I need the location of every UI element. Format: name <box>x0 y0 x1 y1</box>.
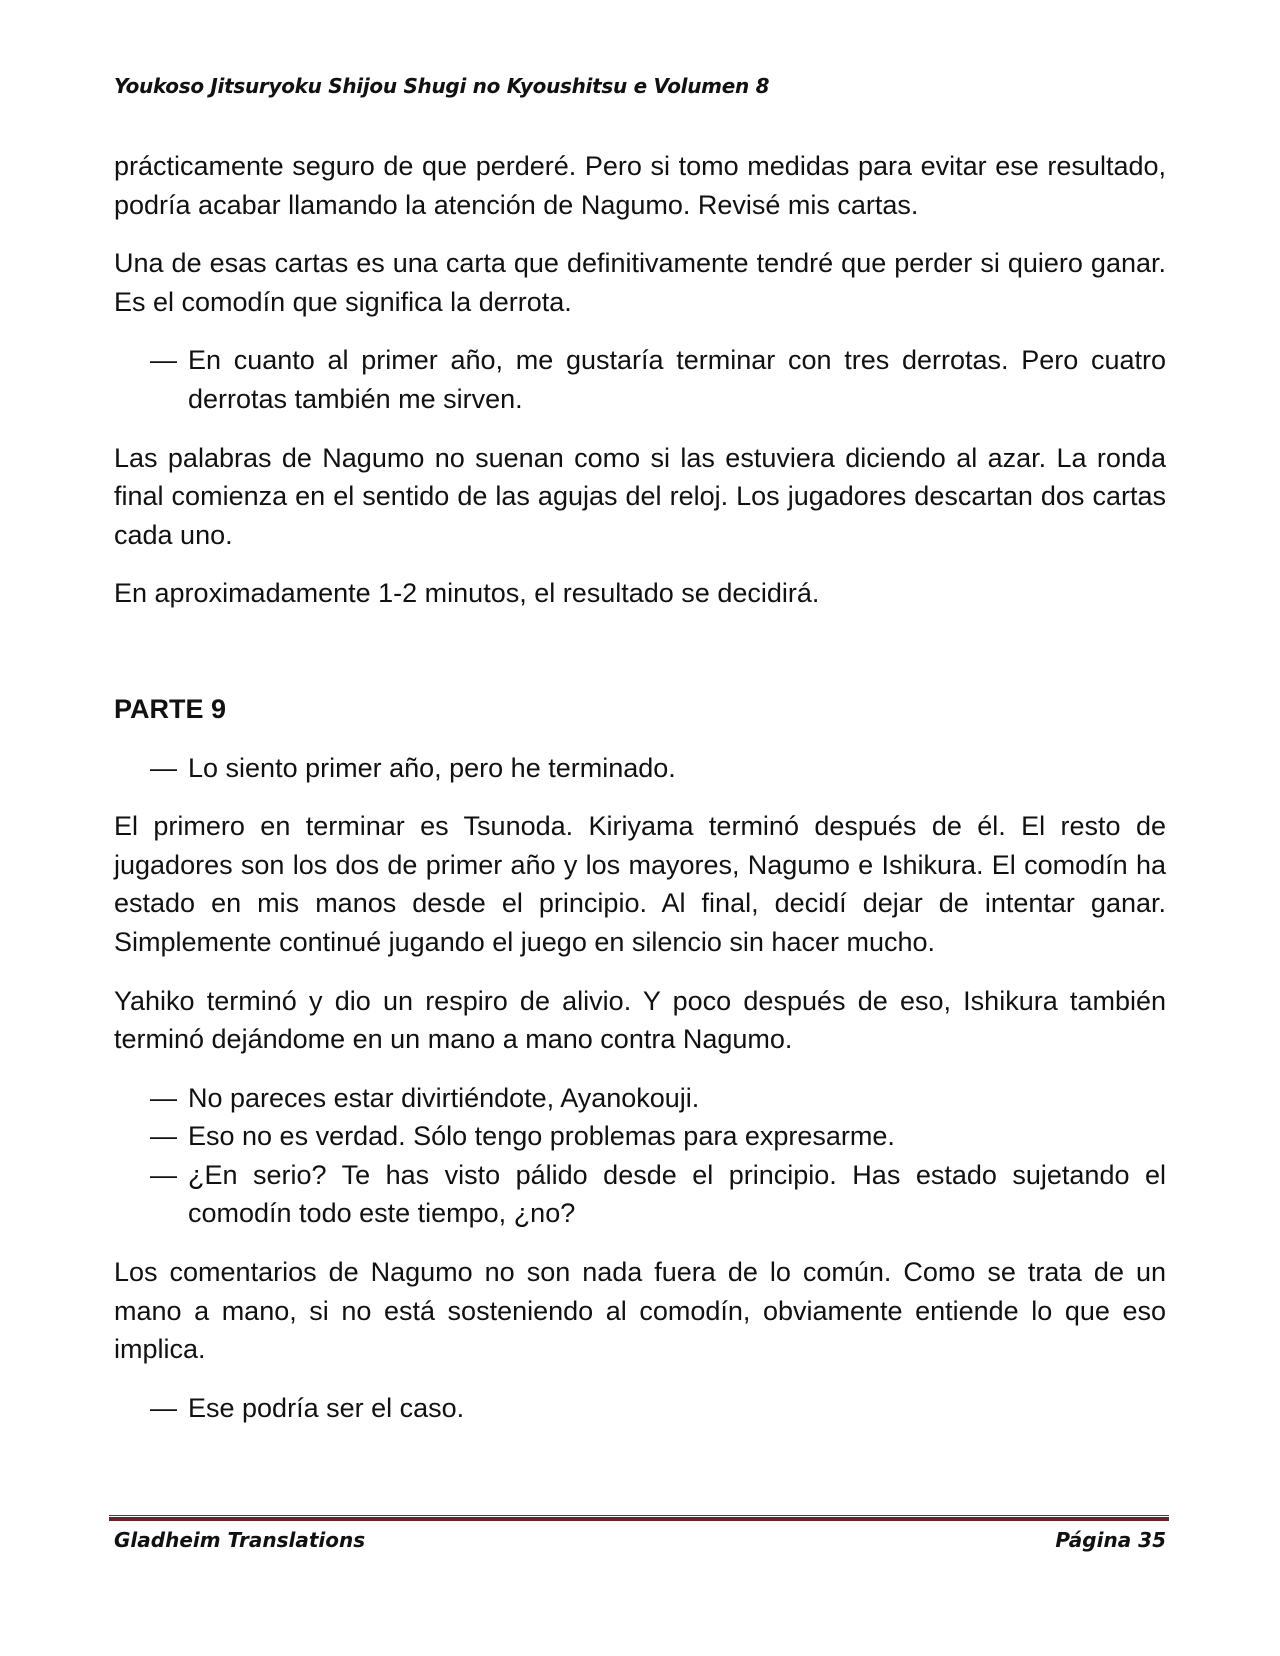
page-header-title: Youkoso Jitsuryoku Shijou Shugi no Kyoushitsu e Volumen 8 <box>114 74 770 98</box>
paragraph: Yahiko terminó y dio un respiro de alivio. Y poco después de eso, Ishikura también terminó dejándome en un mano a mano contra Nagumo. <box>114 985 1166 1055</box>
footer-publisher: Gladheim Translations <box>114 1528 366 1552</box>
em-dash: — <box>150 1159 177 1190</box>
paragraph: Las palabras de Nagumo no suenan como si las estuviera diciendo al azar. La ronda final comienza en el sentido de las agujas del reloj. Los jugadores descartan dos cartas cada uno. <box>114 442 1166 550</box>
section-heading: PARTE 9 <box>114 693 227 724</box>
dialogue-text: Ese podría ser el caso. <box>188 1392 465 1423</box>
paragraph: Una de esas cartas es una carta que definitivamente tendré que perder si quiero ganar. Es el comodín que significa la derrota. <box>114 248 1166 317</box>
paragraph: En aproximadamente 1-2 minutos, el resultado se decidirá. <box>114 578 820 609</box>
paragraph: prácticamente seguro de que perderé. Pero si tomo medidas para evitar ese resultado, podría acabar llamando la atención de Nagumo. Revisé mis cartas. <box>114 151 1166 220</box>
footer-page-number: Página 35 <box>1055 1528 1166 1552</box>
section-spacer <box>114 633 1166 690</box>
document-body <box>114 147 1166 1447</box>
dialogue-text: En cuanto al primer año, me gustaría terminar con tres derrotas. Pero cuatro derrotas también me sirven. <box>188 345 1166 414</box>
dialogue-text: Eso no es verdad. Sólo tengo problemas para expresarme. <box>188 1121 895 1152</box>
em-dash: — <box>150 1121 177 1152</box>
dialogue-line <box>114 749 1166 788</box>
em-dash: — <box>150 752 177 783</box>
dialogue-text: Lo siento primer año, pero he terminado. <box>188 752 676 783</box>
em-dash: — <box>150 345 177 376</box>
footer-divider <box>109 1515 1169 1521</box>
em-dash: — <box>150 1392 177 1423</box>
dialogue-line <box>114 1079 1166 1118</box>
em-dash: — <box>150 1082 177 1113</box>
dialogue-line <box>114 341 1166 418</box>
dialogue-text: No pareces estar divirtiéndote, Ayanokouji. <box>188 1082 700 1113</box>
dialogue-line <box>114 1156 1166 1233</box>
footer-divider-thin-line <box>109 1515 1169 1516</box>
paragraph: Los comentarios de Nagumo no son nada fuera de lo común. Como se trata de un mano a mano, si no está sosteniendo al comodín, obviamente entiende lo que eso implica. <box>114 1257 1166 1365</box>
dialogue-line <box>114 1117 1166 1156</box>
footer-divider-thick-line <box>109 1517 1169 1521</box>
paragraph: El primero en terminar es Tsunoda. Kiriyama terminó después de él. El resto de jugadores son los dos de primer año y los mayores, Nagumo e Ishikura. El comodín ha estado en mis manos desde el principio. Al final, decidí dejar de intentar ganar. Simplemente continué jugando el juego en silencio sin hacer mucho. <box>114 811 1166 957</box>
dialogue-text: ¿En serio? Te has visto pálido desde el principio. Has estado sujetando el comodín todo este tiempo, ¿no? <box>188 1159 1166 1229</box>
dialogue-line <box>114 1389 1166 1428</box>
